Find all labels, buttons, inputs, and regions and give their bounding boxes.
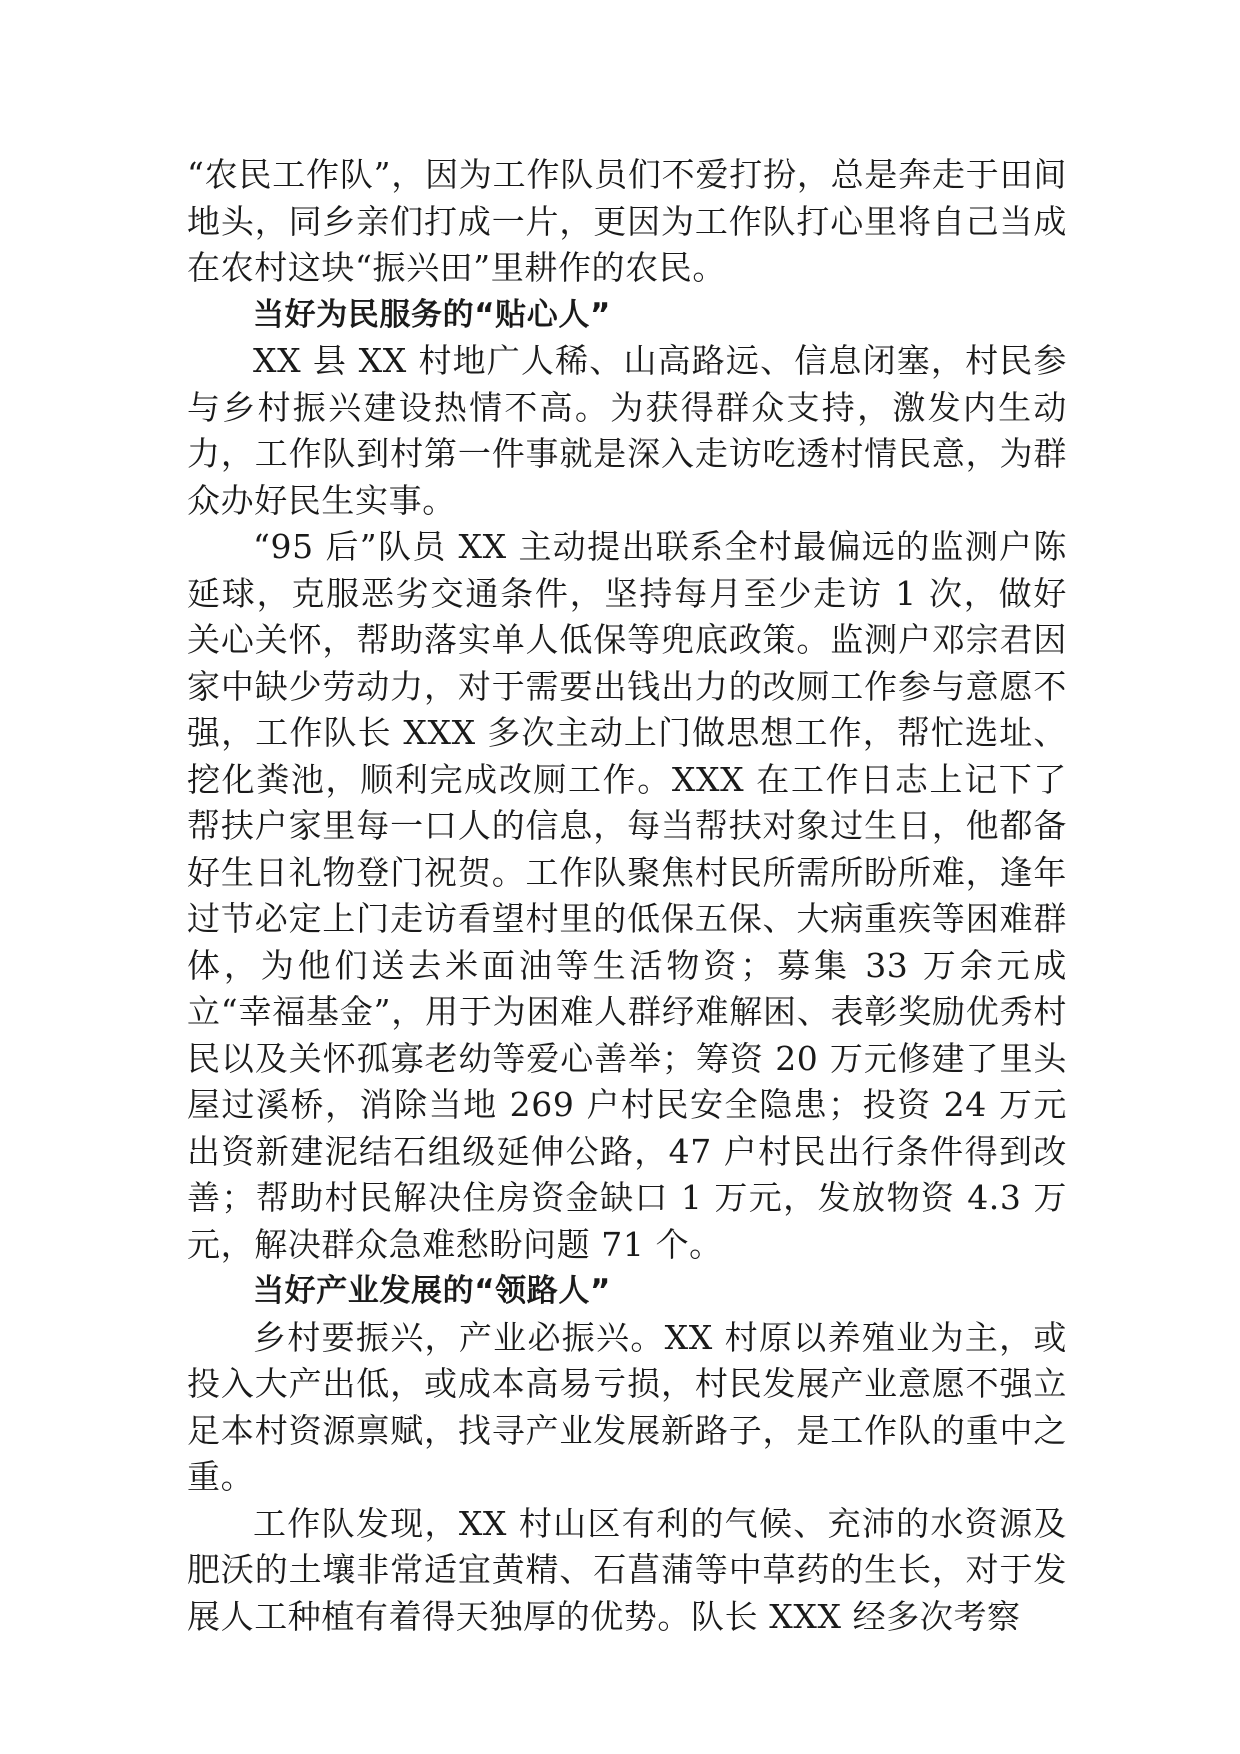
paragraph-herb-planting: 工作队发现，XX 村山区有利的气候、充沛的水资源及肥沃的土壤非常适宜黄精、石菖蒲等中草药的生长，对于发展人工种植有着得天独厚的优势。队长 XXX 经多次考察 [187, 1503, 1067, 1636]
section-heading-industry: 当好产业发展的“领路人” [253, 1273, 611, 1309]
paragraph-industry-intro: 乡村要振兴，产业必振兴。XX 村原以养殖业为主，或投入大产出低，或成本高易亏损，村民发展产业意愿不强立足本村资源禀赋，找寻产业发展新路子，是工作队的重中之重。 [187, 1317, 1067, 1496]
document-body [187, 152, 1067, 1640]
paragraph-intro: “农民工作队”，因为工作队员们不爱打扮，总是奔走于田间地头，同乡亲们打成一片，更因为工作队打心里将自己当成在农村这块“振兴田”里耕作的农民。 [187, 155, 1067, 287]
section-heading-service: 当好为民服务的“贴心人” [253, 296, 611, 333]
paragraph-village-situation: XX 县 XX 村地广人稀、山高路远、信息闭塞，村民参与乡村振兴建设热情不高。为获得群众支持，激发内生动力，工作队到村第一件事就是深入走访吃透村情民意，为群众办好民生实事。 [187, 341, 1067, 520]
paragraph-team-actions: “95 后”队员 XX 主动提出联系全村最偏远的监测户陈延球，克服恶劣交通条件，坚持每月至少走访 1 次，做好关心关怀，帮助落实单人低保等兜底政策。监测户邓宗君因家中缺少劳动力，对于需要出钱出力的改厕工作参与意愿不强，工作队长 XXX 多次主动上门做思想工作，帮忙选址、挖化粪池，顺利完成改厕工作。XXX 在工作日志上记下了帮扶户家里每一口人的信息，每当帮扶对象过生日，他都备好生日礼物登门祝贺。工作队聚焦村民所需所盼所难，逢年过节必定上门走访看望村里的低保五保、大病重疾等困难群体，为他们送去米面油等生活物资；募集 33 万余元成立“幸福基金”，用于为困难人群纾难解困、表彰奖励优秀村民以及关怀孤寡老幼等爱心善举；筹资 20 万元修建了里头屋过溪桥，消除当地 269 户村民安全隐患；投资 24 万元出资新建泥结石组级延伸公路，47 户村民出行条件得到改善；帮助村民解决住房资金缺口 1 万元，发放物资 4.3 万元，解决群众急难愁盼问题 71 个。 [187, 527, 1067, 1264]
